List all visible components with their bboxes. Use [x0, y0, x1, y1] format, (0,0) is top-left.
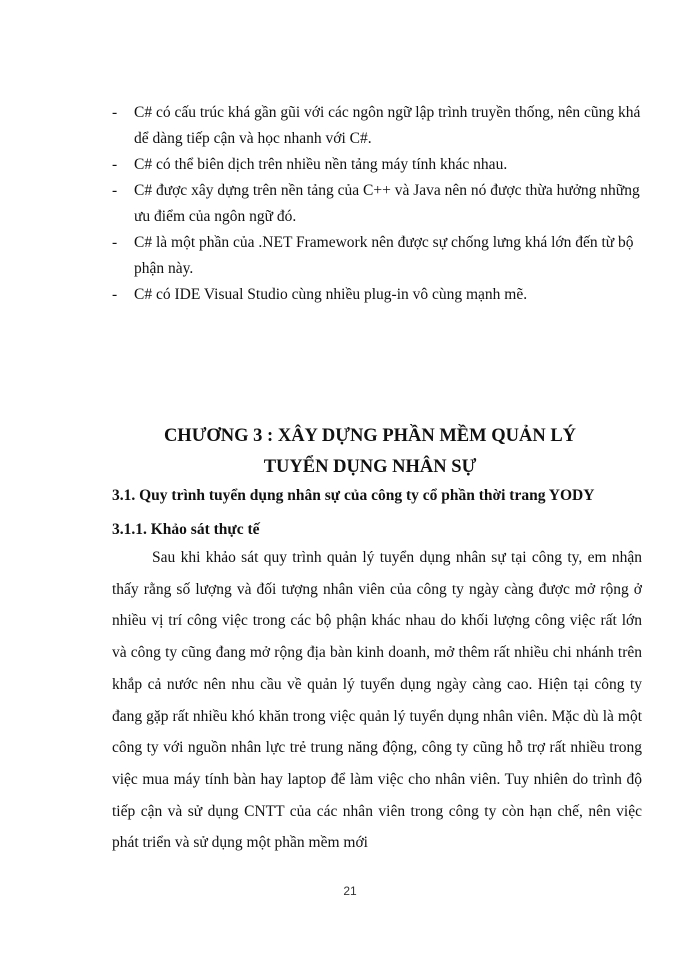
bullet-text: C# là một phần của .NET Framework nên được sự chống lưng khá lớn đến từ bộ phận này.	[134, 234, 634, 277]
bullet-item	[112, 178, 642, 230]
bullet-item	[112, 152, 642, 178]
bullet-item	[112, 100, 642, 152]
bullet-text: C# có IDE Visual Studio cùng nhiều plug-in vô cùng mạnh mẽ.	[134, 286, 528, 303]
bullet-marker: -	[112, 286, 118, 303]
bullet-text: C# có thể biên dịch trên nhiều nền tảng máy tính khác nhau.	[134, 156, 508, 173]
bullet-marker: -	[112, 234, 118, 251]
bullet-marker: -	[112, 182, 118, 199]
bullet-text: C# có cấu trúc khá gần gũi với các ngôn ngữ lập trình truyền thống, nên cũng khá dể dàng tiếp cận và học nhanh với C#.	[134, 104, 641, 147]
page-number: 21	[343, 884, 357, 898]
bullet-list	[112, 100, 642, 308]
bullet-item	[112, 282, 642, 308]
bullet-marker: -	[112, 156, 118, 173]
bullet-text: C# được xây dựng trên nền tảng của C++ và Java nên nó được thừa hưởng những ưu điểm của ngôn ngữ đó.	[134, 182, 640, 225]
section-heading: 3.1. Quy trình tuyển dụng nhân sự của công ty cổ phần thời trang YODY	[112, 487, 595, 504]
bullet-item	[112, 230, 642, 282]
subsection-heading: 3.1.1. Khảo sát thực tế	[112, 521, 260, 538]
bullet-marker: -	[112, 104, 118, 121]
body-paragraph: Sau khi khảo sát quy trình quản lý tuyển dụng nhân sự tại công ty, em nhận thấy rằng số lượng và đối tượng nhân viên của công ty ngày càng được mở rộng ở nhiều vị trí công việc trong các bộ phận khác nhau do khối lượng công việc rất lớn và công ty cũng đang mở rộng địa bàn kinh doanh, mở thêm rất nhiều chi nhánh trên khắp cả nước nên nhu cầu về quản lý tuyển dụng ngày càng cao. Hiện tại công ty đang gặp rất nhiều khó khăn trong việc quản lý tuyển dụng nhân viên. Mặc dù là một công ty với nguồn nhân lực trẻ trung năng động, công ty cũng hỗ trợ rất nhiều trong việc mua máy tính bàn hay laptop để làm việc cho nhân viên. Tuy nhiên do trình độ tiếp cận và sử dụng CNTT của các nhân viên trong công ty còn hạn chế, nên việc phát triển và sử dụng một phần mềm mới	[112, 549, 642, 852]
chapter-title-line-1: CHƯƠNG 3 : XÂY DỰNG PHẦN MỀM QUẢN LÝ	[163, 426, 577, 446]
chapter-title-line-2: TUYỂN DỤNG NHÂN SỰ	[263, 457, 477, 477]
